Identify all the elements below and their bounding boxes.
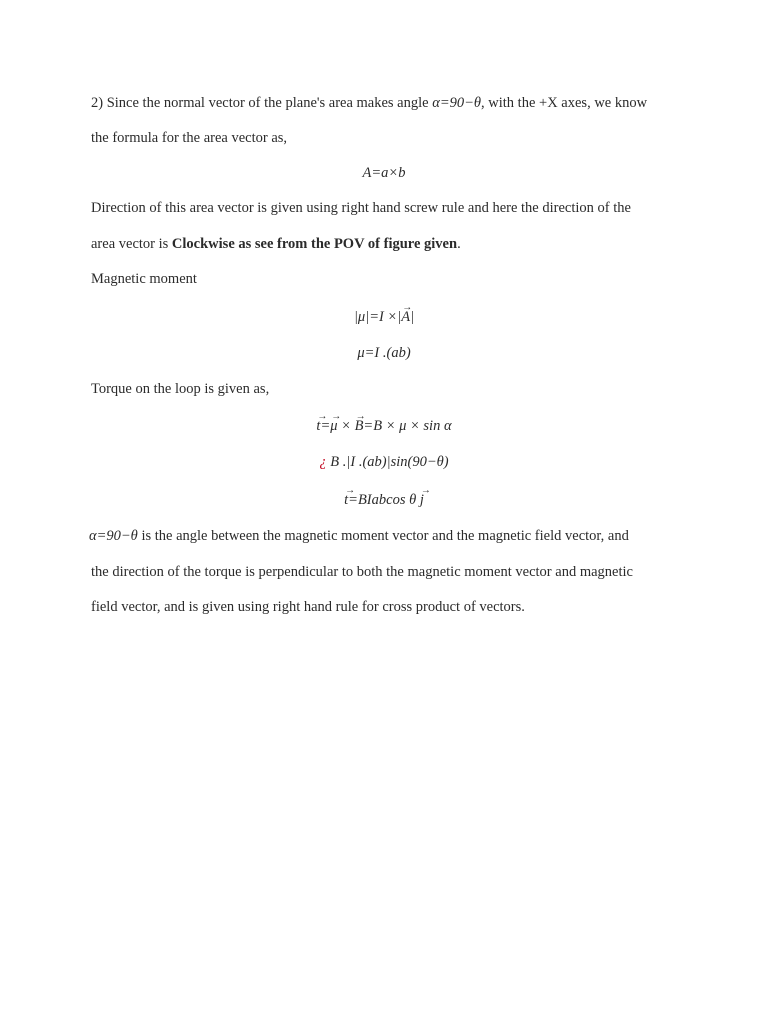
paragraph-1-line-1: [91, 93, 647, 113]
text-span: .: [457, 236, 461, 252]
text-span: area vector is: [91, 236, 172, 252]
text-span: , with the +X axes, we know: [481, 95, 648, 111]
equation-area-vector: A=a×b: [362, 165, 406, 181]
vector-arrow: →: [355, 411, 366, 422]
equation-moment-magnitude: [0, 302, 768, 327]
eq-part: =BIabcos θ: [348, 492, 420, 508]
equation-moment-value: μ=I .(ab): [357, 345, 411, 361]
bold-text: Clockwise as see from the POV of figure given: [171, 236, 458, 252]
vector-t: [316, 411, 328, 436]
vector-symbol: t: [344, 492, 349, 508]
eq-part: |μ|=I ×|: [353, 309, 402, 325]
paragraph-2-line-2: [91, 234, 461, 254]
vector-arrow: →: [345, 485, 356, 496]
eq-part: |: [410, 309, 415, 325]
vector-arrow: →: [331, 411, 342, 422]
eq-part: =B × μ × sin α: [363, 418, 452, 434]
text-span: 2) Since the normal vector of the plane's area makes angle: [91, 95, 433, 111]
vector-arrow: →: [402, 302, 413, 313]
eq-part: =: [320, 418, 331, 434]
paragraph-3-line-1: [89, 526, 629, 546]
paragraph-1-line-2: the formula for the area vector as,: [91, 130, 288, 146]
paragraph-2-line-1: Direction of this area vector is given using right hand screw rule and here the direction of the: [91, 200, 631, 216]
vector-symbol: j: [419, 492, 424, 508]
equation-torque-cross-product: [0, 411, 768, 436]
vector-arrow: →: [317, 411, 328, 422]
equation-torque-expanded: [0, 452, 768, 472]
paragraph-3-line-3: field vector, and is given using right hand rule for cross product of vectors.: [91, 599, 525, 615]
inline-math-alpha: α=90−θ: [432, 95, 482, 111]
paragraph-3-line-2: the direction of the torque is perpendicular to both the magnetic moment vector and magnetic: [91, 564, 633, 580]
vector-B: [354, 411, 366, 436]
vector-symbol: A: [401, 309, 411, 325]
missing-glyph-marker: ¿: [319, 454, 327, 470]
vector-t: [344, 485, 356, 510]
vector-A: [401, 302, 413, 327]
equation-torque-result: [0, 485, 768, 510]
vector-symbol: B: [354, 418, 364, 434]
vector-mu: [330, 411, 342, 436]
text-span: is the angle between the magnetic moment vector and the magnetic field vector, and: [137, 528, 629, 544]
eq-part: B .|I .(ab)|sin(90−θ): [326, 454, 449, 470]
heading-magnetic-moment: Magnetic moment: [91, 271, 197, 287]
vector-j: [419, 485, 431, 510]
inline-math-alpha: α=90−θ: [89, 528, 138, 544]
vector-symbol: μ: [330, 418, 338, 434]
vector-arrow: →: [420, 485, 431, 496]
eq-part: ×: [337, 418, 355, 434]
torque-intro: Torque on the loop is given as,: [91, 381, 270, 397]
vector-symbol: t: [316, 418, 321, 434]
